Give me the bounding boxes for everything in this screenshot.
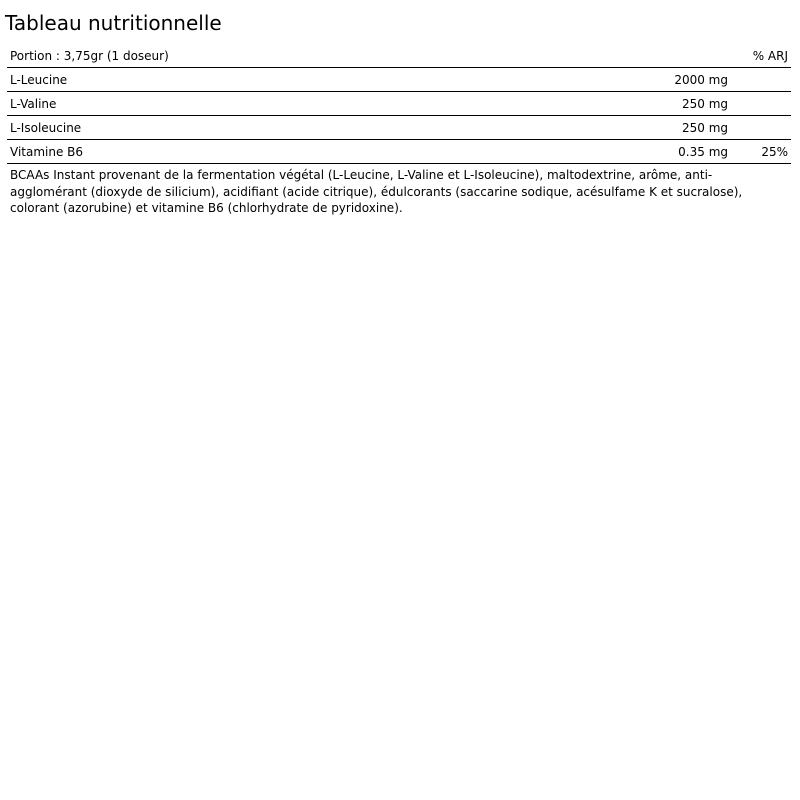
nutrient-name: L-Isoleucine [10, 120, 82, 135]
nutrient-amount: 2000 mg [674, 72, 728, 87]
table-row [7, 68, 791, 92]
nutrient-amount: 0.35 mg [678, 144, 728, 159]
nutrient-amount: 250 mg [681, 120, 728, 135]
amount-header [553, 44, 731, 68]
ingredients-text: BCAAs Instant provenant de la fermentation végétal (L-Leucine, L-Valine et L-Isoleucine), maltodextrine, arôme, anti-agglomérant (dioxyde de silicium), acidifiant (acide citrique), édulcorants (saccarine sodique, acésulfame K et sucralose), colorant (azorubine) et vitamine B6 (chlorhydrate de pyridoxine). [10, 168, 743, 215]
nutrient-pct [731, 116, 791, 140]
table-row [7, 92, 791, 116]
nutrient-name: L-Valine [10, 96, 57, 111]
nutrient-name: Vitamine B6 [10, 144, 84, 159]
nutrient-amount: 250 mg [681, 96, 728, 111]
page-title: Tableau nutritionnelle [5, 11, 222, 35]
nutrient-pct [731, 92, 791, 116]
nutrient-pct: 25% [761, 144, 788, 159]
table-row [7, 116, 791, 140]
nutrition-table [7, 44, 791, 164]
table-row [7, 140, 791, 164]
nutrient-name: L-Leucine [10, 72, 68, 87]
pct-header: % ARJ [752, 48, 788, 63]
nutrient-pct [731, 68, 791, 92]
portion-label: Portion : 3,75gr (1 doseur) [10, 48, 169, 63]
table-header-row [7, 44, 791, 68]
